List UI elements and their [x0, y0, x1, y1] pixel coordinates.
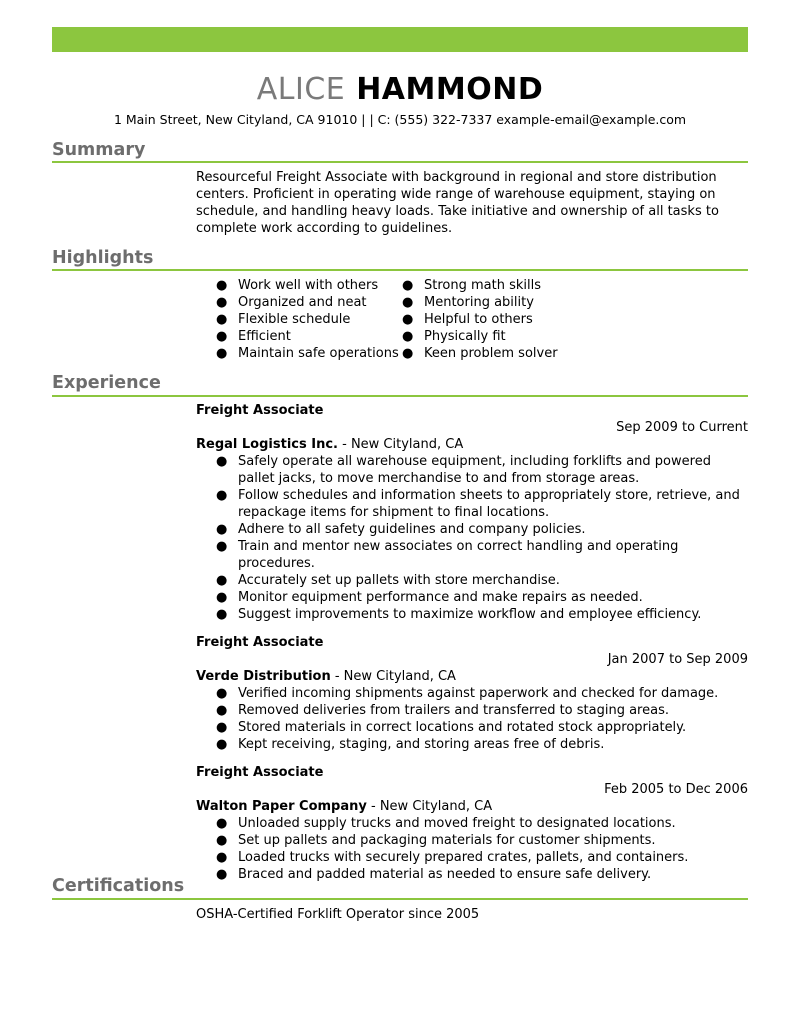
duty-text: Train and mentor new associates on correct handling and operating procedures.	[238, 539, 679, 571]
duty-item	[196, 589, 748, 606]
bullet-icon: ●	[216, 454, 228, 469]
contact-line: 1 Main Street, New Cityland, CA 91010 | | C: (555) 322-7337 example-email@example.com	[113, 112, 687, 127]
highlight-text: Helpful to others	[424, 312, 533, 327]
duty-text: Accurately set up pallets with store merchandise.	[238, 573, 560, 588]
highlight-text: Flexible schedule	[238, 312, 351, 327]
highlight-text: Mentoring ability	[424, 295, 534, 310]
section-divider	[52, 161, 748, 163]
job-company-line	[196, 436, 748, 453]
company-name: Regal Logistics Inc.	[196, 437, 338, 452]
bullet-icon: ●	[216, 522, 228, 537]
company-location: - New Cityland, CA	[330, 669, 456, 684]
duty-text: Unloaded supply trucks and moved freight to designated locations.	[238, 816, 676, 831]
candidate-name	[0, 70, 800, 110]
duty-text: Monitor equipment performance and make repairs as needed.	[238, 590, 643, 605]
bullet-icon: ●	[216, 833, 228, 848]
highlight-text: Efficient	[238, 329, 291, 344]
duty-text: Kept receiving, staging, and storing areas free of debris.	[238, 737, 605, 752]
highlight-item	[206, 311, 392, 328]
highlight-text: Strong math skills	[424, 278, 541, 293]
highlight-item	[206, 294, 392, 311]
highlights-column-1	[206, 277, 399, 362]
certification-item: OSHA-Certified Forklift Operator since 2005	[196, 907, 480, 922]
job-title: Freight Associate	[196, 403, 324, 418]
bullet-icon: ●	[402, 295, 414, 310]
bullet-icon: ●	[216, 539, 228, 554]
bullet-icon: ●	[216, 590, 228, 605]
highlight-item	[392, 345, 578, 362]
duty-item	[196, 487, 748, 521]
duty-item	[196, 521, 748, 538]
duty-item	[196, 849, 748, 866]
duty-text: Removed deliveries from trailers and transferred to staging areas.	[238, 703, 669, 718]
section-divider	[52, 898, 748, 900]
highlights-column-2	[392, 277, 578, 362]
duty-item	[196, 866, 748, 883]
highlight-text: Maintain safe operations	[238, 346, 399, 361]
bullet-icon: ●	[402, 329, 414, 344]
bullet-icon: ●	[402, 346, 414, 361]
bullet-icon: ●	[402, 278, 414, 293]
duty-item	[196, 685, 748, 702]
duty-text: Suggest improvements to maximize workflow and employee efficiency.	[238, 607, 702, 622]
bullet-icon: ●	[216, 278, 228, 293]
job-title: Freight Associate	[196, 635, 324, 650]
duty-text: Verified incoming shipments against paperwork and checked for damage.	[238, 686, 719, 701]
bullet-icon: ●	[402, 312, 414, 327]
bullet-icon: ●	[216, 607, 228, 622]
duty-text: Loaded trucks with securely prepared crates, pallets, and containers.	[238, 850, 689, 865]
duty-text: Braced and padded material as needed to ensure safe delivery.	[238, 867, 652, 882]
duty-text: Follow schedules and information sheets to appropriately store, retrieve, and repackage items for shipment to final locations.	[238, 488, 740, 520]
duty-item	[196, 719, 748, 736]
job-entry	[196, 634, 748, 753]
last-name: HAMMOND	[356, 72, 544, 107]
bullet-icon: ●	[216, 867, 228, 882]
highlight-item	[392, 277, 578, 294]
job-title: Freight Associate	[196, 765, 324, 780]
bullet-icon: ●	[216, 312, 228, 327]
job-dates: Jan 2007 to Sep 2009	[607, 652, 748, 667]
highlight-item	[392, 328, 578, 345]
duty-item	[196, 572, 748, 589]
bullet-icon: ●	[216, 703, 228, 718]
company-location: - New Cityland, CA	[337, 437, 464, 452]
company-name: Verde Distribution	[196, 669, 331, 684]
company-location: - New Cityland, CA	[366, 799, 493, 814]
highlight-item	[206, 345, 399, 362]
experience-list	[196, 402, 748, 894]
duty-text: Safely operate all warehouse equipment, including forklifts and powered pallet jacks, to move merchandise to and from storage areas.	[238, 454, 711, 486]
duty-text: Stored materials in correct locations and rotated stock appropriately.	[238, 720, 687, 735]
section-title-highlights: Highlights	[52, 248, 154, 268]
header-accent-bar	[52, 27, 748, 52]
bullet-icon: ●	[216, 295, 228, 310]
duty-text: Adhere to all safety guidelines and company policies.	[238, 522, 586, 537]
section-divider	[52, 269, 748, 271]
duty-item	[196, 815, 748, 832]
job-entry	[196, 402, 748, 623]
section-title-experience: Experience	[52, 373, 161, 393]
section-title-certifications: Certifications	[52, 876, 185, 896]
summary-text: Resourceful Freight Associate with background in regional and store distribution centers. Proficient in operating wide range of warehouse equipment, staying on schedule, and handling heavy loads. Take initiative and ownership of all tasks to complete work according to guidelines.	[196, 170, 719, 236]
job-entry	[196, 764, 748, 883]
highlights-list	[206, 277, 746, 362]
bullet-icon: ●	[216, 720, 228, 735]
highlight-item	[392, 311, 578, 328]
company-name: Walton Paper Company	[196, 799, 367, 814]
bullet-icon: ●	[216, 488, 228, 503]
section-title-summary: Summary	[52, 140, 146, 160]
duty-item	[196, 702, 748, 719]
duty-item	[196, 606, 748, 623]
bullet-icon: ●	[216, 346, 228, 361]
duty-item	[196, 736, 748, 753]
highlight-text: Work well with others	[238, 278, 379, 293]
highlight-item	[392, 294, 578, 311]
certifications-list	[196, 906, 748, 923]
duty-text: Set up pallets and packaging materials for customer shipments.	[238, 833, 656, 848]
job-dates: Feb 2005 to Dec 2006	[604, 782, 748, 797]
bullet-icon: ●	[216, 850, 228, 865]
job-dates: Sep 2009 to Current	[616, 420, 748, 435]
bullet-icon: ●	[216, 816, 228, 831]
first-name: ALICE	[256, 72, 346, 107]
job-company-line	[196, 668, 748, 685]
duty-item	[196, 538, 748, 572]
job-company-line	[196, 798, 748, 815]
bullet-icon: ●	[216, 686, 228, 701]
duty-item	[196, 832, 748, 849]
duty-item	[196, 453, 748, 487]
highlight-text: Organized and neat	[238, 295, 367, 310]
highlight-item	[206, 328, 392, 345]
bullet-icon: ●	[216, 329, 228, 344]
bullet-icon: ●	[216, 573, 228, 588]
highlight-text: Keen problem solver	[424, 346, 558, 361]
highlight-item	[206, 277, 392, 294]
highlight-text: Physically fit	[424, 329, 506, 344]
bullet-icon: ●	[216, 737, 228, 752]
section-divider	[52, 395, 748, 397]
